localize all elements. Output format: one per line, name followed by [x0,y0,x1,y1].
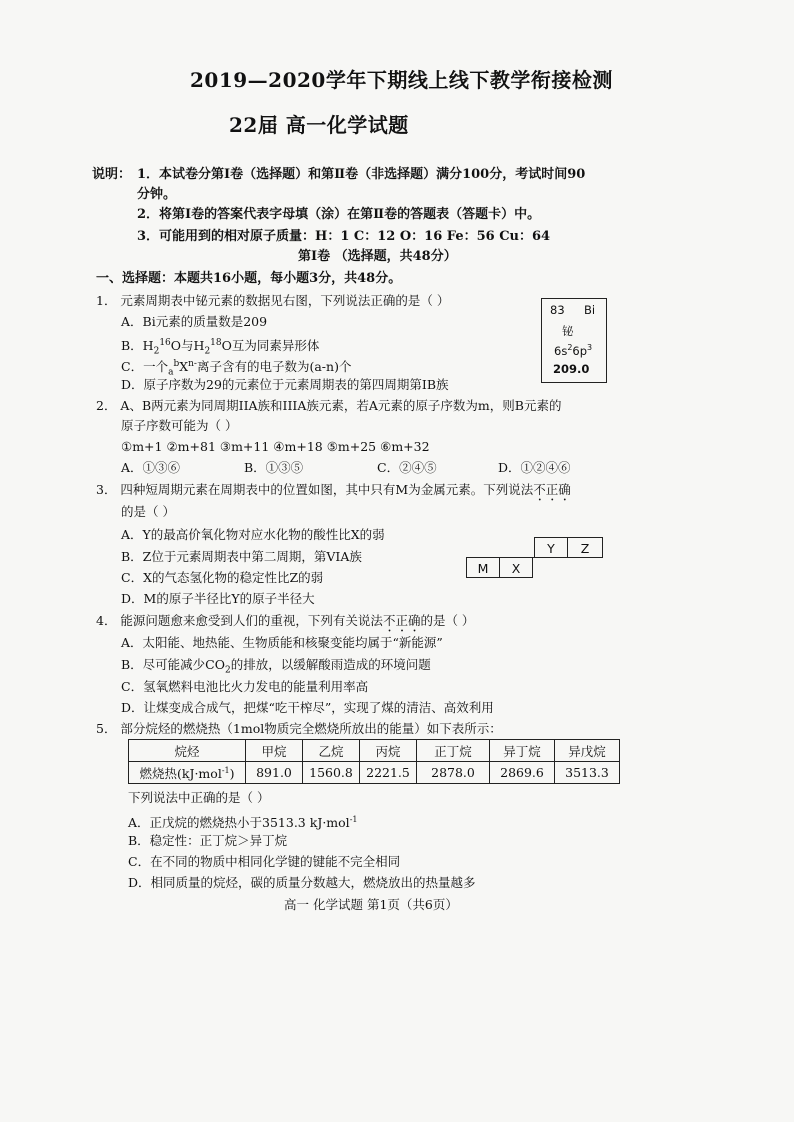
element-atomic-number: 83 [550,303,565,317]
q3-stem: 3． 四种短周期元素在周期表中的位置如图，其中只有M为金属元素。下列说法不正确 [96,482,571,497]
section-heading: 一、选择题：本题共16小题，每小题3分，共48分。 [96,271,402,286]
q2-option-a: A．①③⑥ [121,460,181,475]
grid-cell-y: Y [534,537,568,558]
table-cell: 甲烷 [246,740,303,762]
q3-option-b: B．Z位于元素周期表中第二周期，第VIA族 [121,549,362,564]
element-symbol: Bi [584,303,596,317]
q4-option-c: C．氢氧燃料电池比火力发电的能量利用率高 [121,679,369,694]
element-mass: 209.0 [553,362,590,376]
q3-stem-cont: 的是（ ） [121,504,175,519]
table-row-label: 燃烧热(kJ·mol$^{-1}$) [129,762,246,784]
note-3: 3．可能用到的相对原子质量：H：1 C：12 O：16 Fe：56 Cu：64 [137,229,551,244]
exam-subtitle: 22届 高一化学试题 [229,113,409,137]
table-cell: 1560.8 [303,762,360,784]
q5-option-a: A．正戊烷的燃烧热小于3513.3 kJ·mol$^{-1}$ [128,815,358,831]
q5-lead: 下列说法中正确的是（ ） [128,790,270,805]
grid-cell-x: X [499,557,533,578]
grid-cell-z: Z [567,537,603,558]
table-row [129,762,620,784]
q2-stem: 2． A、B两元素为同周期IIA族和IIIA族元素，若A元素的原子序数为m，则B元素的 [96,398,562,413]
q1-option-c: C．一个$_a^bX^{n-}$离子含有的电子数为(a-n)个 [121,359,352,378]
q3-option-c: C．X的气态氢化物的稳定性比Z的弱 [121,570,324,585]
q5-option-c: C．在不同的物质中相同化学键的键能不完全相同 [128,854,401,869]
notes-label: 说明： [92,167,132,182]
q2-choices: ①m+1 ②m+81 ③m+11 ④m+18 ⑤m+25 ⑥m+32 [121,439,430,454]
q5-option-d: D．相同质量的烷烃，碳的质量分数越大，燃烧放出的热量越多 [128,875,476,890]
page-footer: 高一 化学试题 第1页（共6页） [284,897,458,912]
table-header-label: 烷烃 [129,740,246,762]
q3-option-d: D．M的原子半径比Y的原子半径大 [121,591,315,606]
q1-option-d: D．原子序数为29的元素位于元素周期表的第四周期第IB族 [121,377,449,392]
exam-title: 2019—2020学年下期线上线下教学衔接检测 [190,68,613,92]
table-cell: 2221.5 [360,762,417,784]
q3-option-a: A．Y的最高价氧化物对应水化物的酸性比X的弱 [121,527,385,542]
note-1-cont: 分钟。 [137,187,177,202]
table-cell: 异戊烷 [555,740,620,762]
note-2: 2．将第Ⅰ卷的答案代表字母填（涂）在第Ⅱ卷的答题表（答题卡）中。 [137,207,541,222]
q4-option-d: D．让煤变成合成气，把煤“吃干榨尽”，实现了煤的清洁、高效利用 [121,700,494,715]
q4-option-b: B．尽可能减少$CO_2$的排放，以缓解酸雨造成的环境问题 [121,657,431,676]
table-cell: 丙烷 [360,740,417,762]
q2-option-c: C．②④⑤ [377,460,437,475]
table-cell: 乙烷 [303,740,360,762]
q2-option-b: B．①③⑤ [244,460,304,475]
element-name: 铋 [562,324,574,338]
q1-option-a: A．Bi元素的质量数是209 [121,314,268,329]
table-cell: 2878.0 [417,762,490,784]
note-1: 1．本试卷分第Ⅰ卷（选择题）和第Ⅱ卷（非选择题）满分100分，考试时间90 [137,167,586,182]
table-cell: 2869.6 [490,762,555,784]
q4-stem: 4． 能源问题愈来愈受到人们的重视，下列有关说法不正确的是（ ） [96,613,475,628]
q1-stem: 1． 元素周期表中铋元素的数据见右图，下列说法正确的是（ ） [96,293,450,308]
q5-stem: 5． 部分烷烃的燃烧热（1mol物质完全燃烧所放出的能量）如下表所示： [96,721,502,736]
table-cell: 正丁烷 [417,740,490,762]
table-cell: 3513.3 [555,762,620,784]
q2-stem-cont: 原子序数可能为（ ） [121,418,238,433]
table-cell: 异丁烷 [490,740,555,762]
grid-cell-m: M [466,557,500,578]
grid-empty-edge [532,557,603,578]
element-card-bismuth [541,298,607,383]
table-row [129,740,620,762]
element-electron-config: $6s^26p^3$ [554,343,593,358]
q1-option-b: B．$H_2^{16}O$与$H_2^{18}O$互为同素异形体 [121,338,320,357]
q5-option-b: B．稳定性：正丁烷＞异丁烷 [128,833,288,848]
combustion-heat-table [128,739,620,784]
q4-option-a: A．太阳能、地热能、生物质能和核聚变能均属于“新能源” [121,635,443,650]
table-cell: 891.0 [246,762,303,784]
volume-title: 第Ⅰ卷 （选择题，共48分） [298,249,457,264]
q2-option-d: D．①②④⑥ [498,460,571,475]
